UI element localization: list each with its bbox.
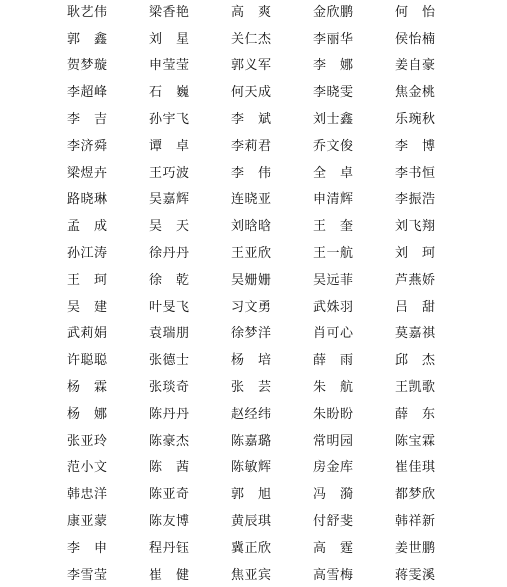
name-cell: 康亚蒙 xyxy=(67,514,108,530)
name-cell: 王巧波 xyxy=(149,165,190,181)
name-cell: 李 申 xyxy=(67,540,108,556)
name-cell: 李晓雯 xyxy=(313,85,354,101)
name-cell: 何天成 xyxy=(231,85,272,101)
name-cell: 姜自豪 xyxy=(395,58,436,74)
name-cell: 姜世鹏 xyxy=(395,540,436,556)
name-cell: 邱 杰 xyxy=(395,353,436,369)
name-cell: 李 伟 xyxy=(231,165,272,181)
name-cell: 焦亚宾 xyxy=(231,567,272,583)
name-cell: 陈嘉璐 xyxy=(231,433,272,449)
name-cell: 高 爽 xyxy=(231,4,272,20)
name-cell: 张德士 xyxy=(149,353,190,369)
name-cell: 薛 东 xyxy=(395,406,436,422)
name-cell: 李 斌 xyxy=(231,112,272,128)
name-cell: 张亚玲 xyxy=(67,433,108,449)
name-cell: 李 吉 xyxy=(67,112,108,128)
name-cell: 耿艺伟 xyxy=(67,4,108,20)
name-cell: 连晓亚 xyxy=(231,192,272,208)
name-cell: 陈豪杰 xyxy=(149,433,190,449)
name-cell: 陈宝霖 xyxy=(395,433,436,449)
name-cell: 杨 培 xyxy=(231,353,272,369)
name-cell: 杨 娜 xyxy=(67,406,108,422)
name-cell: 全 卓 xyxy=(313,165,354,181)
name-cell: 何 怡 xyxy=(395,4,436,20)
name-cell: 李 博 xyxy=(395,138,436,154)
name-cell: 石 巍 xyxy=(149,85,190,101)
name-cell: 贺梦璇 xyxy=(67,58,108,74)
name-cell: 朱盼盼 xyxy=(313,406,354,422)
name-cell: 路晓琳 xyxy=(67,192,108,208)
name-cell: 程丹钰 xyxy=(149,540,190,556)
name-cell: 申莹莹 xyxy=(149,58,190,74)
name-cell: 冀正欣 xyxy=(231,540,272,556)
name-cell: 李书恒 xyxy=(395,165,436,181)
name-cell: 黄辰琪 xyxy=(231,514,272,530)
name-cell: 徐梦洋 xyxy=(231,326,272,342)
name-cell: 吴远菲 xyxy=(313,272,354,288)
name-cell: 申清辉 xyxy=(313,192,354,208)
name-cell: 王 奎 xyxy=(313,219,354,235)
name-cell: 都梦欣 xyxy=(395,487,436,503)
name-cell: 郭义军 xyxy=(231,58,272,74)
name-cell: 郭 鑫 xyxy=(67,31,108,47)
name-cell: 吴嘉辉 xyxy=(149,192,190,208)
name-cell: 蒋雯溪 xyxy=(395,567,436,583)
name-cell: 陈友博 xyxy=(149,514,190,530)
name-cell: 梁煜卉 xyxy=(67,165,108,181)
name-cell: 焦金桃 xyxy=(395,85,436,101)
name-cell: 陈敏辉 xyxy=(231,460,272,476)
name-cell: 陈丹丹 xyxy=(149,406,190,422)
name-cell: 薛 雨 xyxy=(313,353,354,369)
name-cell: 吕 甜 xyxy=(395,299,436,315)
name-cell: 李 娜 xyxy=(313,58,354,74)
name-cell: 郭 旭 xyxy=(231,487,272,503)
name-cell: 刘晗晗 xyxy=(231,219,272,235)
name-cell: 李振浩 xyxy=(395,192,436,208)
name-cell: 高雪梅 xyxy=(313,567,354,583)
name-cell: 刘 珂 xyxy=(395,246,436,262)
name-cell: 李雪莹 xyxy=(67,567,108,583)
name-cell: 孟 成 xyxy=(67,219,108,235)
name-cell: 关仁杰 xyxy=(231,31,272,47)
name-cell: 崔 健 xyxy=(149,567,190,583)
name-cell: 朱 航 xyxy=(313,380,354,396)
name-cell: 冯 漪 xyxy=(313,487,354,503)
name-cell: 李丽华 xyxy=(313,31,354,47)
name-cell: 王一航 xyxy=(313,246,354,262)
name-cell: 常明园 xyxy=(313,433,354,449)
name-cell: 范小文 xyxy=(67,460,108,476)
name-cell: 武莉娟 xyxy=(67,326,108,342)
name-cell: 付舒斐 xyxy=(313,514,354,530)
name-cell: 肖可心 xyxy=(313,326,354,342)
name-cell: 王 珂 xyxy=(67,272,108,288)
name-cell: 侯怡楠 xyxy=(395,31,436,47)
name-cell: 崔佳琪 xyxy=(395,460,436,476)
name-cell: 乐琬秋 xyxy=(395,112,436,128)
name-cell: 韩忠洋 xyxy=(67,487,108,503)
name-cell: 刘士鑫 xyxy=(313,112,354,128)
name-cell: 王亚欣 xyxy=(231,246,272,262)
name-cell: 赵经纬 xyxy=(231,406,272,422)
name-cell: 金欣鹏 xyxy=(313,4,354,20)
name-cell: 张 芸 xyxy=(231,380,272,396)
name-cell: 张琰奇 xyxy=(149,380,190,396)
name-cell: 谭 卓 xyxy=(149,138,190,154)
name-cell: 吴姗姗 xyxy=(231,272,272,288)
name-cell: 习文勇 xyxy=(231,299,272,315)
name-cell: 李莉君 xyxy=(231,138,272,154)
name-cell: 李超峰 xyxy=(67,85,108,101)
name-cell: 袁瑞朋 xyxy=(149,326,190,342)
name-cell: 孙江涛 xyxy=(67,246,108,262)
name-cell: 李济舜 xyxy=(67,138,108,154)
name-cell: 高 霆 xyxy=(313,540,354,556)
name-cell: 莫嘉祺 xyxy=(395,326,436,342)
name-list-grid xyxy=(67,0,477,587)
name-cell: 孙宇飞 xyxy=(149,112,190,128)
name-cell: 刘飞翔 xyxy=(395,219,436,235)
name-cell: 陈 茜 xyxy=(149,460,190,476)
name-cell: 许聪聪 xyxy=(67,353,108,369)
name-cell: 吴 建 xyxy=(67,299,108,315)
name-cell: 杨 霖 xyxy=(67,380,108,396)
name-cell: 陈亚奇 xyxy=(149,487,190,503)
name-cell: 刘 星 xyxy=(149,31,190,47)
name-cell: 徐 乾 xyxy=(149,272,190,288)
name-cell: 韩祥新 xyxy=(395,514,436,530)
name-cell: 徐丹丹 xyxy=(149,246,190,262)
name-cell: 乔文俊 xyxy=(313,138,354,154)
name-cell: 吴 天 xyxy=(149,219,190,235)
name-cell: 叶旻飞 xyxy=(149,299,190,315)
name-cell: 房金库 xyxy=(313,460,354,476)
name-cell: 梁香艳 xyxy=(149,4,190,20)
name-cell: 芦燕娇 xyxy=(395,272,436,288)
name-cell: 武姝羽 xyxy=(313,299,354,315)
name-cell: 王凯歌 xyxy=(395,380,436,396)
